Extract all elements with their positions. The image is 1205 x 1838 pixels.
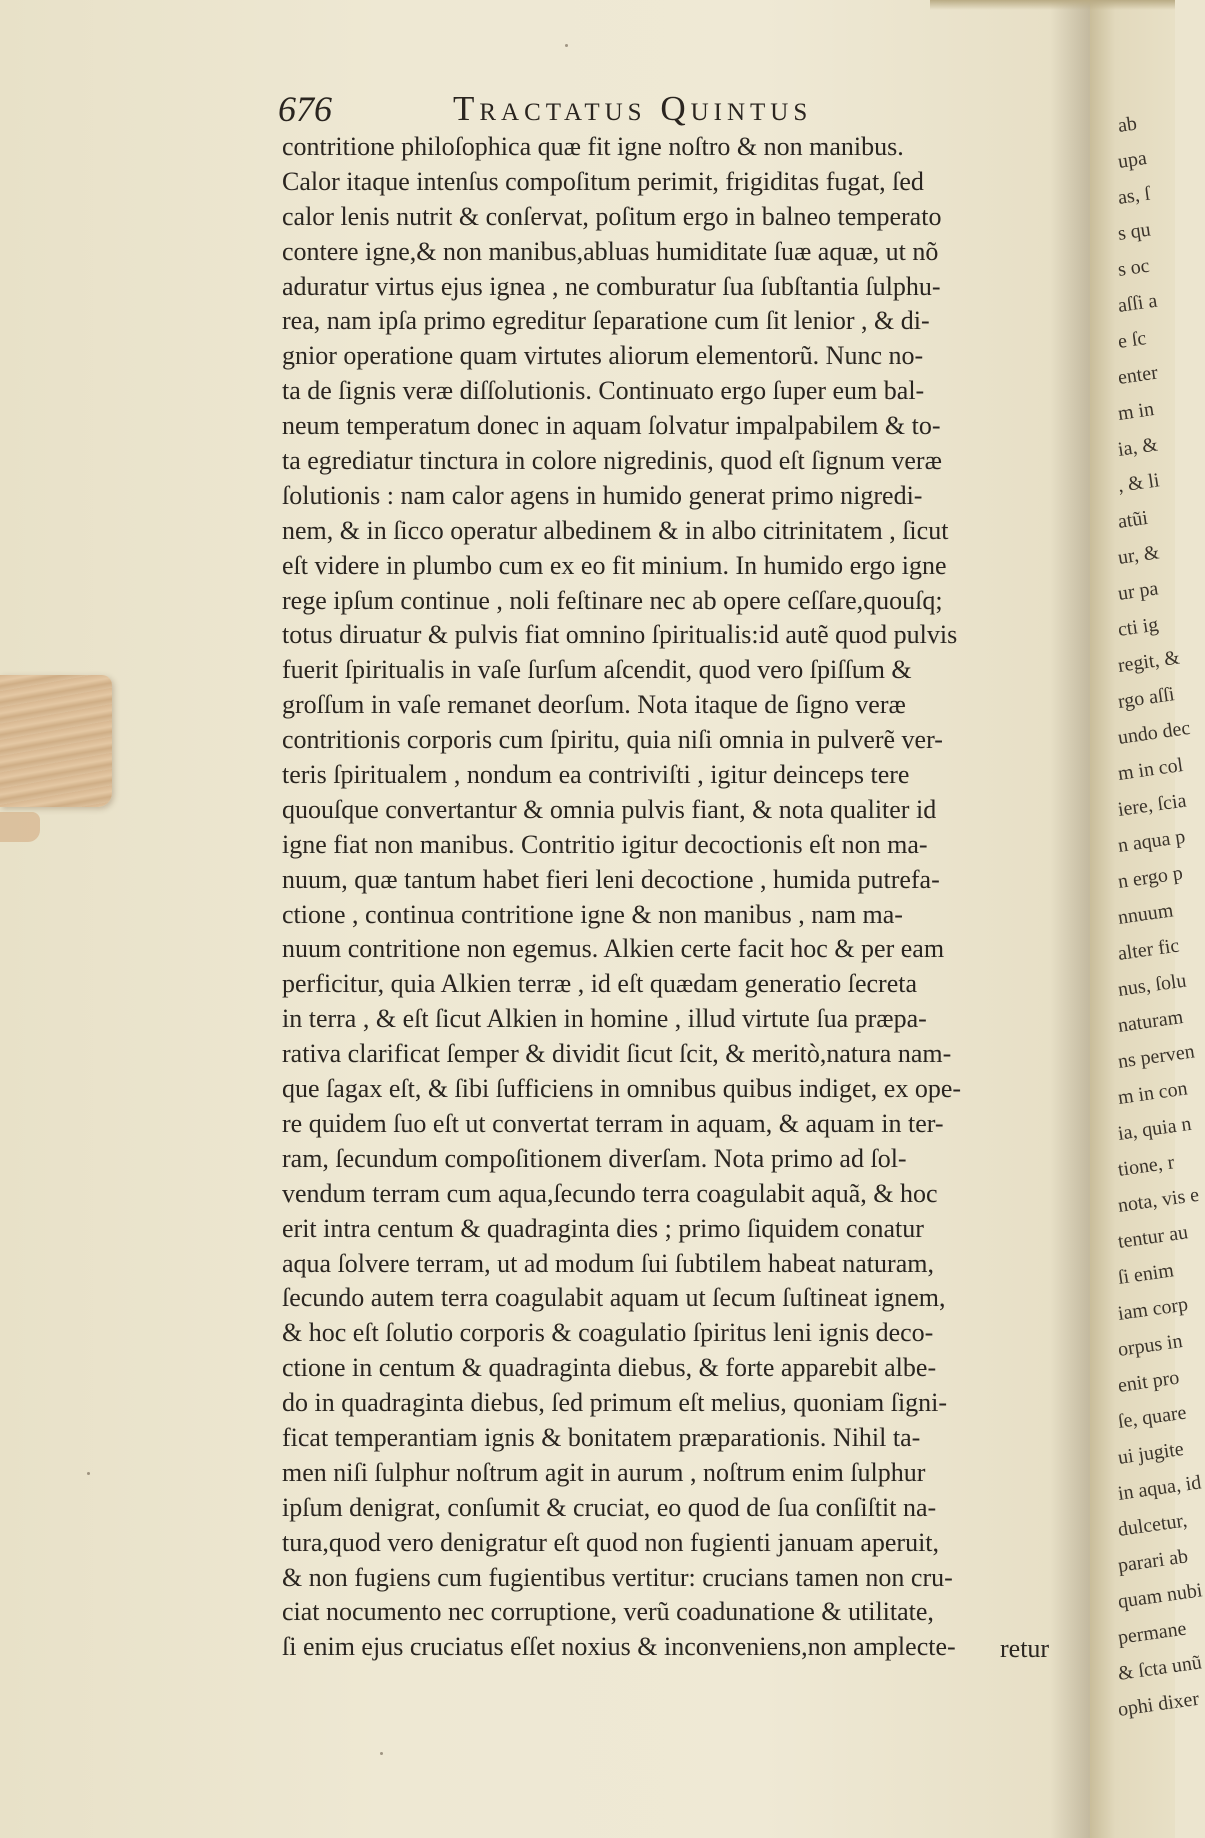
facing-page-edge — [1090, 0, 1204, 1838]
text-line: tura,quod vero denigratur eſt quod non fugienti januam aperuit, — [282, 1527, 940, 1557]
text-line: totus diruatur & pulvis fiat omnino ſpiritualis:id autẽ quod pulvis — [282, 620, 958, 650]
facing-page-fragment: n aqua p — [1116, 825, 1187, 857]
facing-page-fragment: tione, r — [1116, 1151, 1176, 1181]
facing-page-fragment: dulcetur, — [1116, 1509, 1189, 1541]
text-line: rege ipſum continue , noli feſtinare nec ab opere ceſſare,quouſq; — [282, 585, 943, 615]
paper-tab — [0, 675, 112, 807]
text-line: rea, nam ipſa primo egreditur ſeparatione cum ſit lenior , & di- — [282, 306, 930, 336]
facing-page-fragment: iam corp — [1116, 1293, 1190, 1325]
facing-page-fragment: upa — [1116, 147, 1149, 173]
facing-page-fragment: enter — [1116, 361, 1160, 389]
text-line: teris ſpiritualem , nondum ea contriviſti , igitur deinceps tere — [282, 760, 910, 790]
page-number: 676 — [278, 89, 332, 129]
facing-page-fragment: & ſcta unũ — [1116, 1651, 1204, 1685]
text-line: nuum, quæ tantum habet fieri leni decoctione , humida putrefa- — [282, 864, 940, 894]
text-line: nem, & in ſicco operatur albedinem & in albo citrinitatem , ſicut — [282, 515, 949, 545]
facing-page-fragment: ia, & — [1116, 433, 1160, 461]
page-header — [278, 84, 958, 134]
text-line: ſolutionis : nam calor agens in humido generat primo nigredi- — [282, 480, 923, 510]
facing-page-fragment: ab — [1116, 112, 1139, 137]
text-line: calor lenis nutrit & conſervat, poſitum ergo in balneo temperato — [282, 201, 942, 231]
facing-page-fragment: m in — [1116, 398, 1156, 425]
text-line: ipſum denigrat, conſumit & cruciat, eo quod de ſua conſiſtit na- — [282, 1492, 937, 1522]
facing-page-fragment: as, ſ — [1116, 182, 1152, 209]
body-text — [282, 130, 1092, 1665]
text-line: que ſagax eſt, & ſibi ſufficiens in omnibus quibus indiget, ex ope- — [282, 1074, 962, 1104]
text-line: quouſque convertantur & omnia pulvis fiant, & nota qualiter id — [282, 794, 937, 824]
facing-page-fragment: ns perven — [1116, 1040, 1196, 1073]
facing-page-fragment: ur, & — [1116, 541, 1161, 569]
text-line: groſſum in vaſe remanet deorſum. Nota itaque de ſigno veræ — [282, 690, 906, 720]
facing-page-fragment: permane — [1116, 1617, 1188, 1649]
facing-page-fragment: iere, ſcia — [1116, 789, 1188, 821]
text-line: aduratur virtus ejus ignea , ne comburatur ſua ſubſtantia ſulphu- — [282, 271, 941, 301]
facing-page-text-fragments — [1116, 108, 1204, 1728]
paper-speck — [380, 1752, 383, 1755]
facing-page-fragment: alter fic — [1116, 934, 1181, 965]
running-title: Tractatus Quintus — [453, 89, 813, 128]
facing-page-fragment: in aqua, id — [1116, 1471, 1203, 1505]
text-line: men niſi ſulphur noſtrum agit in aurum , noſtrum enim ſulphur — [282, 1457, 926, 1487]
text-line: ta de ſignis veræ diſſolutionis. Continuato ergo ſuper eum bal- — [282, 376, 925, 406]
facing-page-fragment: aſſi a — [1116, 289, 1159, 317]
text-line: ſi enim ejus cruciatus eſſet noxius & inconveniens,non amplecte- — [282, 1632, 956, 1662]
facing-page-fragment: ui jugite — [1116, 1437, 1185, 1469]
text-line: aqua ſolvere terram, ut ad modum ſui ſubtilem habeat naturam, — [282, 1248, 934, 1278]
page-top-edge — [930, 0, 1175, 10]
text-line: ta egrediatur tinctura in colore nigredinis, quod eſt ſignum veræ — [282, 446, 942, 476]
text-line: igne fiat non manibus. Contritio igitur decoctionis eſt non ma- — [282, 829, 928, 859]
facing-page-fragment: rgo aſſi — [1116, 683, 1176, 713]
facing-page-fragment: parari ab — [1116, 1545, 1190, 1577]
text-line: contritionis corporis cum ſpiritu, quia niſi omnia in pulverẽ ver- — [282, 725, 943, 755]
text-line: contritione philoſophica quæ fit igne noſtro & non manibus. — [282, 132, 904, 161]
text-line: & non fugiens cum fugientibus vertitur: crucians tamen non cru- — [282, 1562, 953, 1592]
text-line: ficat temperantiam ignis & bonitatem præparationis. Nihil ta- — [282, 1422, 921, 1452]
text-line: re quidem ſuo eſt ut convertat terram in aquam, & aquam in ter- — [282, 1108, 944, 1138]
facing-page-fragment: ſe, quare — [1116, 1401, 1188, 1433]
facing-page-fragment: atũi — [1116, 506, 1150, 533]
facing-page-fragment: quam nubi — [1116, 1579, 1204, 1613]
facing-page-fragment: n ergo p — [1116, 862, 1185, 893]
facing-page-fragment: nus, ſolu — [1116, 969, 1188, 1001]
text-line: fuerit ſpiritualis in vaſe ſurſum aſcendit, quod vero ſpiſſum & — [282, 655, 912, 685]
text-line: nuum contritione non egemus. Alkien certe facit hoc & per eam — [282, 934, 945, 964]
text-line: in terra , & eſt ſicut Alkien in homine , illud virtute ſua præpa- — [282, 1004, 927, 1034]
paper-speck — [87, 1472, 90, 1475]
text-line: rativa clarificat ſemper & dividit ſicut ſcit, & meritò,natura nam- — [282, 1039, 952, 1069]
facing-page-fragment: ur pa — [1116, 577, 1160, 605]
facing-page-fragment: nota, vis e — [1116, 1183, 1201, 1217]
text-line: do in quadraginta diebus, ſed primum eſt melius, quoniam ſigni- — [282, 1388, 948, 1418]
facing-page-fragment: enit pro — [1116, 1366, 1181, 1397]
facing-page-fragment: ophi dixer — [1116, 1687, 1201, 1721]
facing-page-fragment: , & li — [1116, 469, 1161, 497]
text-line: eſt videre in plumbo cum ex eo fit minium. In humido ergo igne — [282, 550, 947, 580]
paper-speck — [565, 44, 568, 47]
text-line: contere igne,& non manibus,abluas humiditate ſuæ aquæ, ut nõ — [282, 236, 939, 266]
text-line: perficitur, quia Alkien terræ , id eſt quædam generatio ſecreta — [282, 969, 918, 999]
text-line: ctione in centum & quadraginta diebus, & forte apparebit albe- — [282, 1353, 937, 1383]
facing-page-fragment: orpus in — [1116, 1330, 1184, 1361]
facing-page-fragment: ſi enim — [1116, 1259, 1176, 1289]
facing-page-fragment: nnuum — [1116, 899, 1175, 929]
facing-page-fragment: s qu — [1116, 218, 1153, 245]
facing-page-fragment: m in col — [1116, 753, 1185, 785]
facing-page-fragment: regit, & — [1116, 646, 1182, 677]
text-line: erit intra centum & quadraginta dies ; primo ſiquidem conatur — [282, 1213, 924, 1243]
text-line: ciat nocumento nec corruptione, verũ coadunatione & utilitate, — [282, 1597, 934, 1627]
text-line: gnior operatione quam virtutes aliorum elementorũ. Nunc no- — [282, 341, 924, 371]
facing-page-fragment: naturam — [1116, 1005, 1185, 1037]
facing-page-fragment: ia, quia n — [1116, 1112, 1193, 1145]
text-line: ſecundo autem terra coagulabit aquam ut ſecum ſuſtineat ignem, — [282, 1283, 946, 1313]
text-line: neum temperatum donec in aquam ſolvatur impalpabilem & to- — [282, 411, 941, 441]
facing-page-fragment: undo dec — [1116, 716, 1192, 749]
paper-tab-edge — [0, 812, 40, 842]
facing-page-fragment: s oc — [1116, 254, 1151, 281]
text-line: ctione , continua contritione igne & non manibus , nam ma- — [282, 899, 903, 929]
text-line: & hoc eſt ſolutio corporis & coagulatio ſpiritus leni ignis deco- — [282, 1318, 934, 1348]
text-line: ram, ſecundum compoſitionem diverſam. Nota primo ad ſol- — [282, 1143, 907, 1173]
catchword: retur — [1000, 1634, 1050, 1663]
facing-page-fragment: m in con — [1116, 1077, 1189, 1109]
facing-page-fragment: tentur au — [1116, 1221, 1190, 1253]
text-line: vendum terram cum aqua,ſecundo terra coagulabit aquã, & hoc — [282, 1178, 938, 1208]
facing-page-fragment: e ſc — [1116, 327, 1148, 353]
text-line: Calor itaque intenſus compoſitum perimit, frigiditas fugat, ſed — [282, 166, 924, 196]
facing-page-fragment: cti ig — [1116, 613, 1160, 641]
